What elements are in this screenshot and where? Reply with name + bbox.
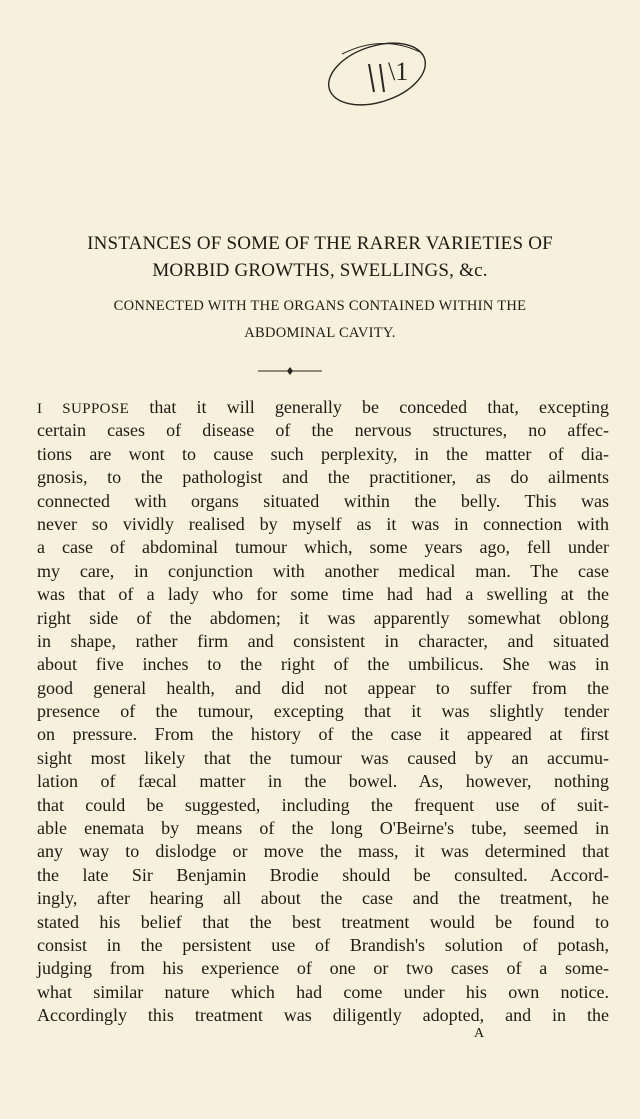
- body-line: never so vividly realised by myself as it was in connection with: [37, 513, 609, 534]
- body-line: ingly, after hearing all about the case and the treatment, he: [37, 888, 609, 909]
- body-line: that could be suggested, including the frequent use of suit-: [37, 794, 609, 815]
- stamp-text: \1: [388, 57, 409, 86]
- ornamental-divider: [258, 366, 322, 376]
- body-line: Accordingly this treatment was diligently adopted, and in the: [37, 1005, 609, 1026]
- lead-word: I SUPPOSE: [37, 401, 130, 417]
- body-line: presence of the tumour, excepting that it was slightly tender: [37, 701, 609, 722]
- diamond-icon: [287, 367, 293, 375]
- body-line: any way to dislodge or move the mass, it was determined that: [37, 841, 609, 862]
- body-line: able enemata by means of the long O'Beirne's tube, seemed in: [37, 818, 609, 839]
- signature-mark: A: [474, 1026, 485, 1041]
- body-line: gnosis, to the pathologist and the practitioner, as do ailments: [37, 467, 609, 488]
- body-line: sight most likely that the tumour was caused by an accumu-: [37, 747, 609, 768]
- title-line-1: INSTANCES OF SOME OF THE RARER VARIETIES OF: [87, 233, 553, 254]
- body-line: in shape, rather firm and consistent in character, and situated: [37, 630, 609, 651]
- body-line: was that of a lady who for some time had had a swelling at the: [37, 584, 609, 605]
- subtitle-line-1: CONNECTED WITH THE ORGANS CONTAINED WITHIN THE: [113, 298, 527, 314]
- body-line: about five inches to the right of the umbilicus. She was in: [37, 654, 609, 675]
- body-line: consist in the persistent use of Brandish's solution of potash,: [37, 934, 609, 955]
- body-line: lation of fæcal matter in the bowel. As, however, nothing: [37, 771, 609, 792]
- title-line-2: MORBID GROWTHS, SWELLINGS, &c.: [152, 260, 488, 281]
- body-line: good general health, and did not appear to suffer from the: [37, 677, 609, 698]
- stamp-mark: [322, 34, 432, 114]
- body-line: certain cases of disease of the nervous structures, no affec-: [37, 420, 609, 441]
- body-paragraph: [37, 396, 609, 1028]
- body-line: a case of abdominal tumour which, some years ago, fell under: [37, 537, 609, 558]
- body-line: on pressure. From the history of the case it appeared at first: [37, 724, 609, 745]
- body-line: connected with organs situated within the belly. This was: [37, 490, 609, 511]
- body-line: tions are wont to cause such perplexity, in the matter of dia-: [37, 443, 609, 464]
- body-line: my care, in conjunction with another medical man. The case: [37, 560, 609, 581]
- body-line: the late Sir Benjamin Brodie should be consulted. Accord-: [37, 864, 609, 885]
- body-line: stated his belief that the best treatment would be found to: [37, 911, 609, 932]
- body-line: what similar nature which had come under his own notice.: [37, 981, 609, 1002]
- body-line: right side of the abdomen; it was apparently somewhat oblong: [37, 607, 609, 628]
- body-line: judging from his experience of one or two cases of a some-: [37, 958, 609, 979]
- body-line-1-text: that it will generally be conceded that, excepting: [129, 397, 609, 417]
- body-line-1: [37, 396, 609, 419]
- subtitle-line-2: ABDOMINAL CAVITY.: [244, 325, 396, 341]
